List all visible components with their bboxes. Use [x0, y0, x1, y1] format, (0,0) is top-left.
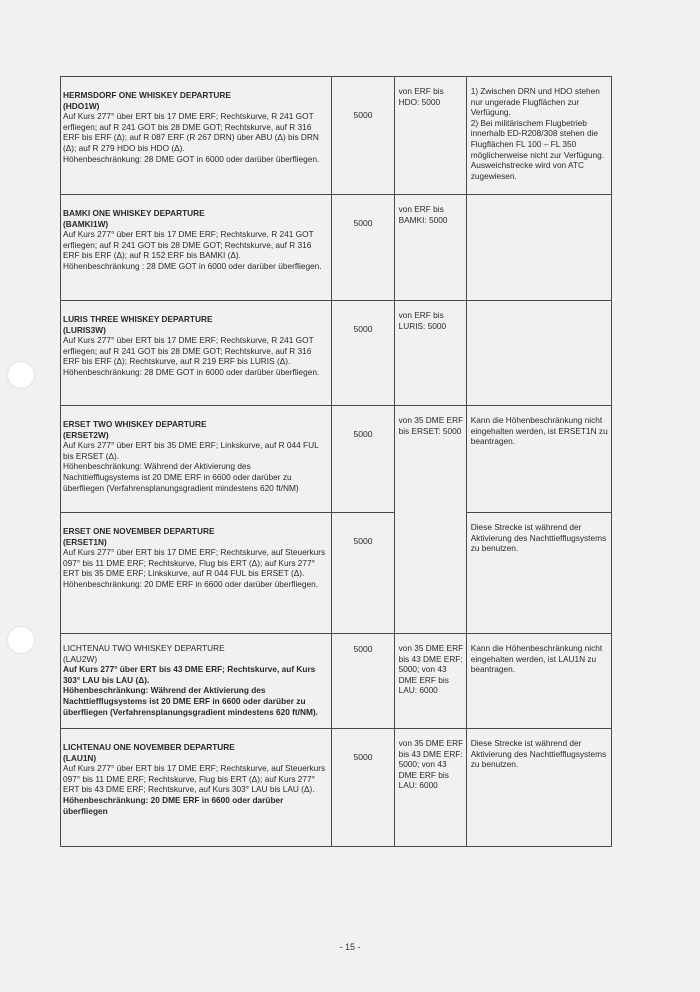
procedure-cell [61, 301, 332, 406]
remarks-text: Diese Strecke ist während der Aktivierung des Nachttiefflugsystems zu benutzen. [470, 522, 607, 554]
altitude-cell [332, 729, 394, 847]
altitude-restriction: Höhenbeschränkung: 20 DME ERF in 6600 oder darüber überfliegen. [63, 578, 319, 589]
procedure-code: (HDO1W) [63, 100, 100, 111]
remarks-text: 1) Zwischen DRN und HDO stehen nur ungerade Flugflächen zur Verfügung. 2) Bei militärischem Flugbetrieb innerhalb ED-R208/308 stehen die Flugflächen FL 100 – FL 350 möglicherweise nicht zur Verfügung. Ausweichstrecke wird von ATC zugewiesen. [470, 86, 604, 181]
altitude-cell [332, 195, 394, 301]
altitude-value: 5000 [353, 752, 373, 762]
altitude-restriction: Höhenbeschränkung: 20 DME ERF in 6600 oder darüber überfliegen [63, 794, 284, 816]
procedure-description: Auf Kurs 277° über ERT bis 35 DME ERF; Linkskurve, auf R 044 FUL bis ERSET (Δ). [63, 440, 319, 461]
altitude-value: 5000 [353, 644, 373, 654]
altitude-restriction: Höhenbeschränkung: 28 DME GOT in 6000 oder darüber überfliegen. [63, 366, 320, 377]
procedure-title: HERMSDORF ONE WHISKEY DEPARTURE [63, 90, 231, 100]
departure-table [60, 76, 612, 847]
remarks-cell [466, 195, 611, 301]
procedure-description: Auf Kurs 277° über ERT bis 17 DME ERF; Rechtskurve, R 241 GOT erfliegen; auf R 241 GOT bis 28 DME GOT; Rechtskurve, auf R 316 ERF bis ERF (Δ); auf R 152 ERF bis BAMKI (Δ). [63, 229, 314, 261]
procedure-cell [61, 77, 332, 195]
procedure-code: (LAU2W) [63, 653, 98, 664]
remarks-text: Kann die Höhenbeschränkung nicht eingehalten werden, ist LAU1N zu beantragen. [470, 643, 603, 675]
clearance-cell [394, 634, 466, 729]
remarks-cell [466, 513, 611, 634]
altitude-restriction: Höhenbeschränkung: 28 DME GOT in 6000 oder darüber überfliegen. [63, 153, 320, 164]
procedure-title: ERSET TWO WHISKEY DEPARTURE [63, 419, 207, 429]
procedure-cell [61, 729, 332, 847]
remarks-cell [466, 729, 611, 847]
clearance-text [395, 513, 466, 522]
clearance-cell [394, 301, 466, 406]
procedure-title: ERSET ONE NOVEMBER DEPARTURE [63, 526, 215, 536]
page-number: - 15 - [339, 942, 361, 952]
remarks-text: Kann die Höhenbeschränkung nicht eingehalten werden, ist ERSET1N zu beantragen. [470, 415, 608, 447]
table-row [61, 406, 612, 513]
procedure-description: Auf Kurs 277° über ERT bis 17 DME ERF; Rechtskurve, auf Steuerkurs 097° bis 11 DME ERF; Rechtskurve, Flug bis ERT (Δ); auf Kurs 277° ERT bis 35 DME ERF; Linkskurve, auf R 044 FUL bis ERSET (Δ). [63, 547, 326, 579]
table-row [61, 513, 612, 634]
altitude-cell [332, 301, 394, 406]
remarks-cell [466, 301, 611, 406]
procedure-cell [61, 513, 332, 634]
table-row [61, 77, 612, 195]
clearance-cell [394, 729, 466, 847]
procedure-title: LURIS THREE WHISKEY DEPARTURE [63, 314, 213, 324]
altitude-cell [332, 406, 394, 513]
remarks-cell [466, 634, 611, 729]
table-row [61, 195, 612, 301]
punch-hole [8, 627, 34, 653]
remarks-text [467, 301, 611, 310]
procedure-code: (LURIS3W) [63, 324, 106, 335]
procedure-title: LICHTENAU ONE NOVEMBER DEPARTURE [63, 742, 235, 752]
clearance-text: von ERF bis LURIS: 5000 [398, 310, 447, 331]
altitude-value: 5000 [353, 536, 373, 546]
procedure-code: (ERSET2W) [63, 429, 109, 440]
procedure-description: Auf Kurs 277° über ERT bis 17 DME ERF; Rechtskurve, auf Steuerkurs 097° bis 11 DME ERF; Rechtskurve, Flug bis ERT (Δ); auf Kurs 277° ERT bis 43 DME ERF; Rechtskurve, auf Kurs 303° LAU bis LAU (Δ). [63, 763, 326, 795]
procedure-cell [61, 634, 332, 729]
altitude-cell [332, 513, 394, 634]
procedure-description: Auf Kurs 277° über ERT bis 17 DME ERF; Rechtskurve, R 241 GOT erfliegen; auf R 241 GOT bis 28 DME GOT; Rechtskurve, auf R 316 ERF bis ERF (Δ); Rechtskurve, auf R 219 ERF bis LURIS (Δ). [63, 335, 314, 367]
altitude-cell [332, 77, 394, 195]
altitude-value: 5000 [353, 218, 373, 228]
clearance-text: von 35 DME ERF bis ERSET: 5000 [398, 415, 464, 436]
clearance-cell [394, 406, 466, 513]
altitude-restriction: Höhenbeschränkung : 28 DME GOT in 6000 oder darüber überfliegen. [63, 260, 322, 271]
altitude-value: 5000 [353, 429, 373, 439]
procedure-code: (ERSET1N) [63, 536, 107, 547]
table-row [61, 301, 612, 406]
remarks-text: Diese Strecke ist während der Aktivierung des Nachttiefflugsystems zu benutzen. [470, 738, 607, 770]
remarks-cell [466, 406, 611, 513]
altitude-restriction: Höhenbeschränkung: Während der Aktivierung des Nachttiefflugsystems ist 20 DME ERF in 6600 oder darüber zu überfliegen (Verfahrensplanungsgradient mindestens 620 ft/NM) [63, 461, 299, 493]
remarks-text [467, 195, 611, 204]
clearance-text: von ERF bis HDO: 5000 [398, 86, 444, 107]
altitude-cell [332, 634, 394, 729]
remarks-cell [466, 77, 611, 195]
procedure-description: Auf Kurs 277° über ERT bis 43 DME ERF; Rechtskurve, auf Kurs 303° LAU bis LAU (Δ). [63, 664, 316, 685]
clearance-text: von ERF bis BAMKI: 5000 [398, 204, 448, 225]
altitude-value: 5000 [353, 324, 373, 334]
procedure-cell [61, 406, 332, 513]
punch-hole [8, 362, 34, 388]
clearance-cell [394, 77, 466, 195]
procedure-description: Auf Kurs 277° über ERT bis 17 DME ERF; Rechtskurve, R 241 GOT erfliegen; auf R 241 GOT bis 28 DME GOT; Rechtskurve, auf R 316 ERF bis ERF (Δ); auf R 087 ERF (R 267 DRN) über ABU (Δ) bis DRN (Δ); auf R 279 HDO bis HDO (Δ). [63, 111, 319, 153]
table-row [61, 634, 612, 729]
clearance-cell [394, 513, 466, 634]
procedure-cell [61, 195, 332, 301]
procedure-title: BAMKI ONE WHISKEY DEPARTURE [63, 208, 205, 218]
table-row [61, 729, 612, 847]
procedure-code: (LAU1N) [63, 752, 97, 763]
clearance-text: von 35 DME ERF bis 43 DME ERF: 5000; von 43 DME ERF bis LAU: 6000 [398, 643, 464, 696]
altitude-restriction: Höhenbeschränkung: Während der Aktivierung des Nachttiefflugsystems ist 20 DME ERF in 6600 oder darüber zu überfliegen (Verfahrensplanungsgradient mindestens 620 ft/NM). [63, 685, 318, 717]
procedure-title: LICHTENAU TWO WHISKEY DEPARTURE [63, 643, 225, 653]
procedure-code: (BAMKI1W) [63, 218, 109, 229]
altitude-value: 5000 [353, 110, 373, 120]
clearance-text: von 35 DME ERF bis 43 DME ERF: 5000; von 43 DME ERF bis LAU: 6000 [398, 738, 464, 791]
clearance-cell [394, 195, 466, 301]
